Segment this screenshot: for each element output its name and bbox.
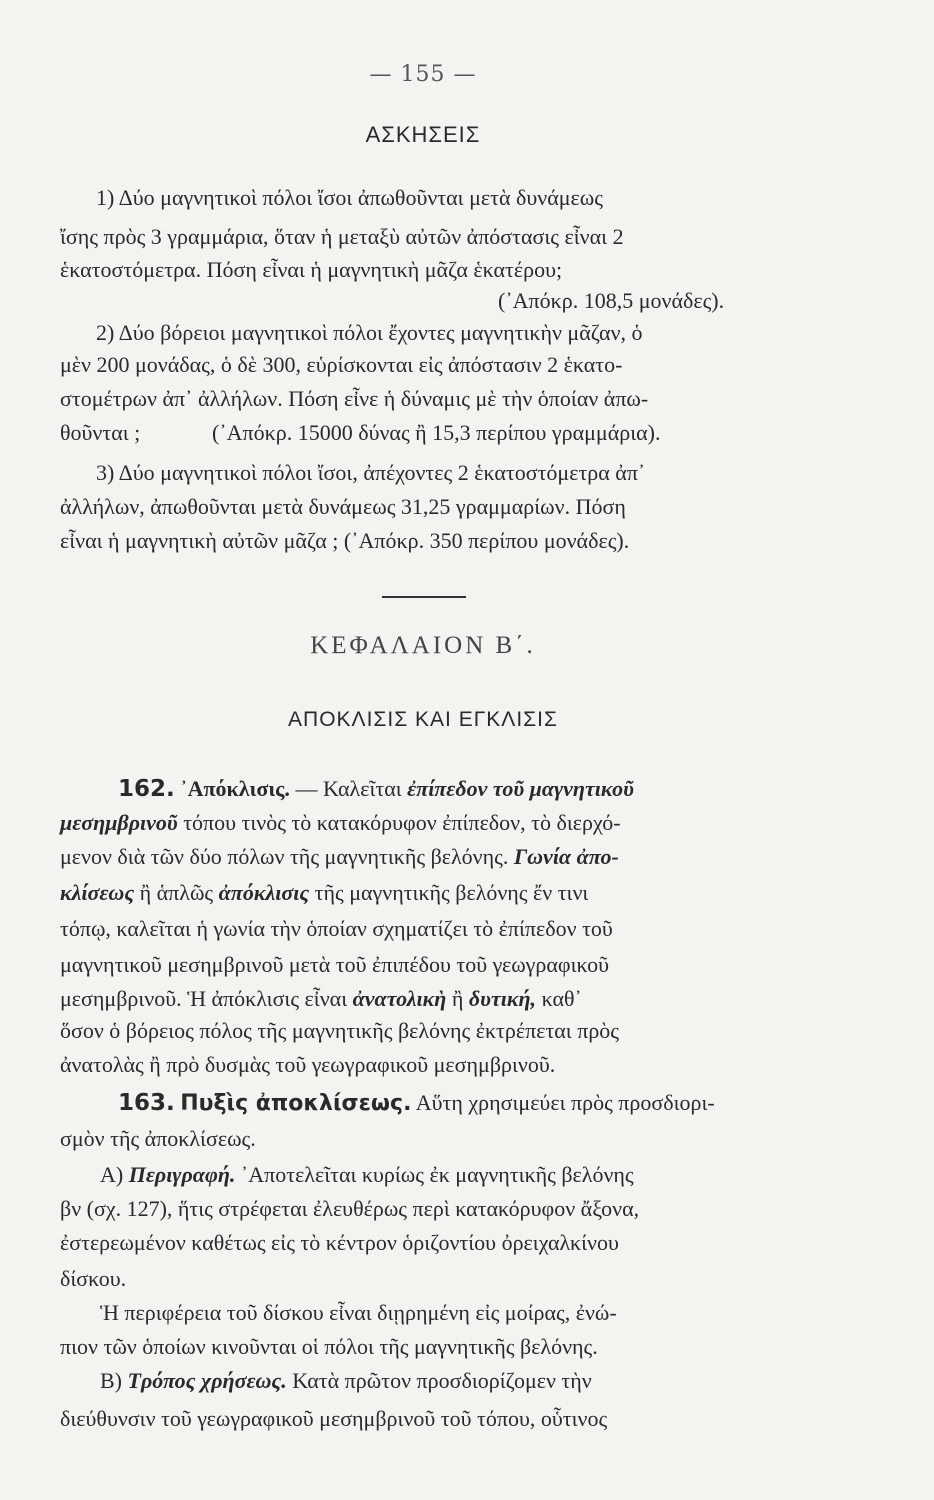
p163-a-line-4: δίσκου. (60, 1266, 127, 1291)
p163-l1-text: Αὕτη χρησιμεύει πρὸς προσδιορι- (415, 1090, 715, 1115)
chapter-heading: ΚΕΦΑΛΑΙΟΝ Β΄. (310, 632, 536, 659)
p163-a-line-2: βν (σχ. 127), ἥτις στρέφεται ἐλευθέρως περὶ κατακόρυφον ἄξονα, (60, 1196, 640, 1221)
p162-l1-text: — Καλεῖται (295, 776, 402, 801)
p162-l7-c: καθ᾿ (541, 986, 582, 1011)
p162-l4-mid: ἢ ἁπλῶς (139, 880, 214, 905)
p162-l2-term: μεσημβρινοῦ (60, 810, 178, 835)
exercise-2-line-1: 2) Δύο βόρειοι μαγνητικοὶ πόλοι ἔχοντες μαγνητικὴν μᾶζαν, ὁ (96, 320, 643, 345)
p163-b-line-2: πιον τῶν ὁποίων κινοῦνται οἱ πόλοι τῆς μαγνητικῆς βελόνης. (60, 1334, 598, 1359)
p162-l1-term: ἐπίπεδον τοῦ μαγνητικοῦ (407, 776, 634, 801)
p163-c-line-1 (100, 1366, 592, 1396)
p163-a-label: Α) (100, 1162, 124, 1187)
p162-number: 162. (118, 776, 175, 802)
exercises-heading: ΑΣΚΗΣΕΙΣ (365, 122, 481, 147)
p162-line-7 (60, 984, 582, 1014)
p162-l3-term: Γωνία ἀπο- (513, 844, 619, 869)
exercise-1-line-1: 1) Δύο μαγνητικοὶ πόλοι ἴσοι ἀπωθοῦνται μετὰ δυνάμεως (96, 185, 603, 210)
p162-l7-a: μεσημβρινοῦ. Ἡ ἀπόκλισις εἶναι (60, 986, 348, 1011)
exercise-3-line-3: εἶναι ἡ μαγνητικὴ αὐτῶν μᾶζα ; (᾿Απόκρ. 350 περίπου μονάδες). (60, 528, 630, 553)
p162-line-3 (60, 842, 619, 872)
section-divider (382, 596, 466, 598)
p163-a-line-3: ἐστερεωμένον καθέτως εἰς τὸ κέντρον ὁριζοντίου ὀρειχαλκίνου (60, 1230, 619, 1255)
p162-line-1 (118, 774, 634, 804)
p163-a-line-1 (100, 1160, 634, 1190)
p162-l4-text: τῆς μαγνητικῆς βελόνης ἔν τινι (314, 880, 589, 905)
p162-l4-term2: ἀπόκλισις (218, 880, 310, 905)
p163-c-line-2: διεύθυνσιν τοῦ γεωγραφικοῦ μεσημβρινοῦ τοῦ τόπου, οὗτινος (60, 1406, 608, 1431)
p163-number: 163. (118, 1090, 175, 1116)
p162-l7-term2: δυτική, (468, 986, 537, 1011)
exercise-1-line-2: ἴσης πρὸς 3 γραμμάρια, ὅταν ἡ μεταξὺ αὐτῶν ἀπόστασις εἶναι 2 (60, 224, 624, 249)
p163-b-line-1: Ἡ περιφέρεια τοῦ δίσκου εἶναι διῃρημένη εἰς μοίρας, ἐνώ- (100, 1300, 617, 1325)
p163-line-1 (118, 1088, 715, 1119)
p163-a-term: Περιγραφή. (128, 1162, 236, 1187)
page-number: — 155 — (369, 62, 477, 87)
exercise-3-line-1: 3) Δύο μαγνητικοὶ πόλοι ἴσοι, ἀπέχοντες 2 ἑκατοστόμετρα ἀπ᾿ (96, 460, 646, 485)
p162-l3-text: μενον διὰ τῶν δύο πόλων τῆς μαγνητικῆς βελόνης. (60, 844, 509, 869)
p163-c-term: Τρόπος χρήσεως. (127, 1368, 287, 1393)
exercise-2-line-2: μὲν 200 μονάδας, ὁ δὲ 300, εὑρίσκονται εἰς ἀπόστασιν 2 ἑκατο- (60, 352, 623, 377)
p162-l7-b: ἢ (451, 986, 464, 1011)
p162-line-2 (60, 808, 621, 838)
p162-line-9: ἀνατολὰς ἢ πρὸ δυσμὰς τοῦ γεωγραφικοῦ μεσημβρινοῦ. (60, 1052, 556, 1077)
p162-title: ᾿Απόκλισις. (180, 776, 290, 801)
exercise-1-line-3: ἑκατοστόμετρα. Πόση εἶναι ἡ μαγνητικὴ μᾶζα ἑκατέρου; (60, 257, 563, 282)
p163-title: Πυξὶς ἀποκλίσεως. (180, 1091, 412, 1116)
exercise-1-answer: (᾿Απόκρ. 108,5 μονάδες). (498, 288, 725, 313)
p162-l4-term: κλίσεως (60, 880, 135, 905)
p162-line-6: μαγνητικοῦ μεσημβρινοῦ μετὰ τοῦ ἐπιπέδου τοῦ γεωγραφικοῦ (60, 952, 610, 977)
p162-line-5: τόπῳ, καλεῖται ἡ γωνία τὴν ὁποίαν σχηματίζει τὸ ἐπίπεδον τοῦ (60, 916, 613, 941)
p162-l2-text: τόπου τινὸς τὸ κατακόρυφον ἐπίπεδον, τὸ διερχό- (183, 810, 621, 835)
p162-line-4 (60, 878, 588, 908)
p163-c-text: Κατὰ πρῶτον προσδιορίζομεν τὴν (292, 1368, 592, 1393)
p163-line-2: σμὸν τῆς ἀποκλίσεως. (60, 1126, 256, 1151)
p162-l7-term: ἀνατολικὴ (352, 986, 447, 1011)
p163-a-text: ᾿Αποτελεῖται κυρίως ἐκ μαγνητικῆς βελόνης (240, 1162, 634, 1187)
exercise-3-line-2: ἀλλήλων, ἀπωθοῦνται μετὰ δυνάμεως 31,25 γραμμαρίων. Πόση (60, 494, 626, 519)
exercise-2-answer: (᾿Απόκρ. 15000 δύνας ἢ 15,3 περίπου γραμμάρια). (212, 420, 661, 445)
p162-line-8: ὅσον ὁ βόρειος πόλος τῆς μαγνητικῆς βελόνης ἐκτρέπεται πρὸς (60, 1018, 620, 1043)
exercise-2-line-4a: θοῦνται ; (60, 420, 141, 445)
section-heading: ΑΠΟΚΛΙΣΙΣ ΚΑΙ ΕΓΚΛΙΣΙΣ (288, 708, 558, 731)
p163-c-label: Β) (100, 1368, 122, 1393)
exercise-2-line-3: στομέτρων ἀπ᾿ ἀλλήλων. Πόση εἶνε ἡ δύναμις μὲ τὴν ὁποίαν ἀπω- (60, 386, 649, 411)
